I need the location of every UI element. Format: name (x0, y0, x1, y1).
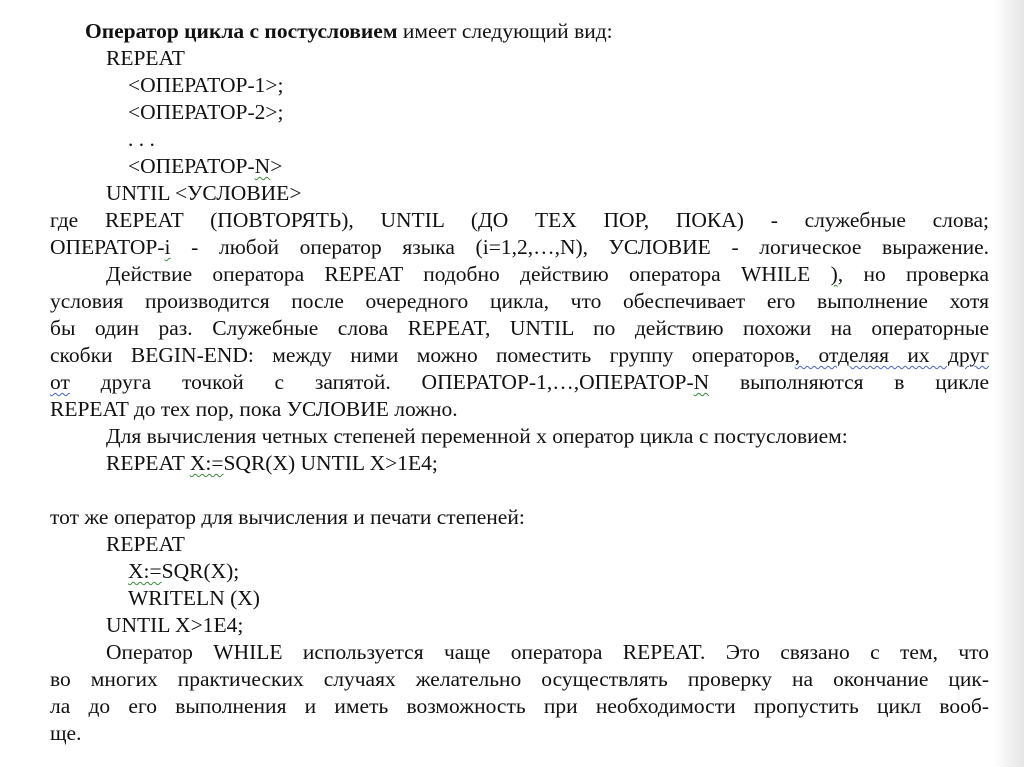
para3-code-c: SQR(X) UNTIL X>1E4; (223, 451, 438, 475)
para3-code-a: REPEAT (106, 451, 190, 475)
para2-line5-c: N (693, 370, 710, 394)
heading-rest: имеет следующий вид: (397, 19, 613, 43)
code-operator-n (128, 153, 282, 180)
para4-code-repeat: REPEAT (106, 532, 185, 556)
heading-bold: Оператор цикла с постусловием (85, 19, 398, 43)
para5-line1: Оператор WHILE используется чаще оператора REPEAT. Это связано с тем, что (106, 640, 989, 664)
para2-line6: REPEAT до тех пор, пока УСЛОВИЕ ложно. (50, 397, 458, 421)
para5-line4: ще. (50, 721, 82, 745)
para4-code-assign-a: X:= (128, 559, 162, 583)
para2-line5-d: выполняются в цикле (709, 370, 989, 394)
para5-line2: во многих практических случаях желательно осуществлять проверку на окончание цик- (50, 667, 989, 691)
para3-code (106, 450, 438, 477)
para2-line1-b: ) (830, 262, 838, 286)
para2-line1-c: , но проверка (837, 262, 989, 286)
para4-line1: тот же оператор для вычисления и печати степеней: (50, 505, 525, 529)
code-repeat: REPEAT (106, 46, 185, 70)
para4-code-until: UNTIL X>1E4; (106, 613, 244, 637)
para3-line1: Для вычисления четных степеней переменной x оператор цикла с постусловием: (106, 424, 848, 448)
para2-line4 (50, 342, 989, 369)
code-operator-n-letter: N (254, 154, 271, 178)
code-operator-n-suffix: > (270, 154, 283, 178)
code-dots: . . . (128, 127, 155, 151)
para4-code-writeln: WRITELN (X) (128, 586, 260, 610)
para2-line5-b: друга точкой с запятой. ОПЕРАТОР-1,…,ОПЕРАТОР- (69, 370, 694, 394)
para2-line1-a: Действие оператора REPEAT подобно действию оператора WHILE (106, 262, 831, 286)
code-operator-2: <ОПЕРАТОР-2>; (128, 100, 284, 124)
para2-line5-a: от (50, 370, 70, 394)
para1-line2 (50, 234, 989, 261)
para4-code-assign (128, 558, 239, 585)
para2-line5 (50, 369, 989, 396)
para2-line3: бы один раз. Служебные слова REPEAT, UNTIL по действию похожи на операторные (50, 316, 989, 340)
para4-code-assign-b: SQR(X); (161, 559, 240, 583)
code-operator-1: <ОПЕРАТОР-1>; (128, 73, 284, 97)
code-operator-n-prefix: <ОПЕРАТОР- (128, 154, 255, 178)
para5-line3: ла до его выполнения и иметь возможность при необходимости пропустить цикл вооб- (50, 694, 989, 718)
heading-line (85, 18, 613, 45)
para2-line4-a: скобки BEGIN-END: между ними можно поместить группу операторов (50, 343, 795, 367)
para3-code-b: X:= (189, 451, 224, 475)
para2-line1 (106, 261, 989, 288)
para1-line1: где REPEAT (ПОВТОРЯТЬ), UNTIL (ДО ТЕХ ПОР, ПОКА) - служебные слова; (50, 208, 989, 232)
para2-line2: условия производится после очередного цикла, что обеспечивает его выполнение хотя (50, 289, 989, 313)
para2-line4-b: , отделяя их друг (794, 343, 989, 367)
page-edge-shadow (994, 0, 1024, 767)
code-until: UNTIL <УСЛОВИЕ> (106, 181, 302, 205)
para1-line2-a: ОПЕРАТОР- (50, 235, 165, 259)
para1-line2-b: i (164, 235, 171, 259)
para1-line2-c: - любой оператор языка (i=1,2,…,N), УСЛОВИЕ - логическое выражение. (170, 235, 989, 259)
